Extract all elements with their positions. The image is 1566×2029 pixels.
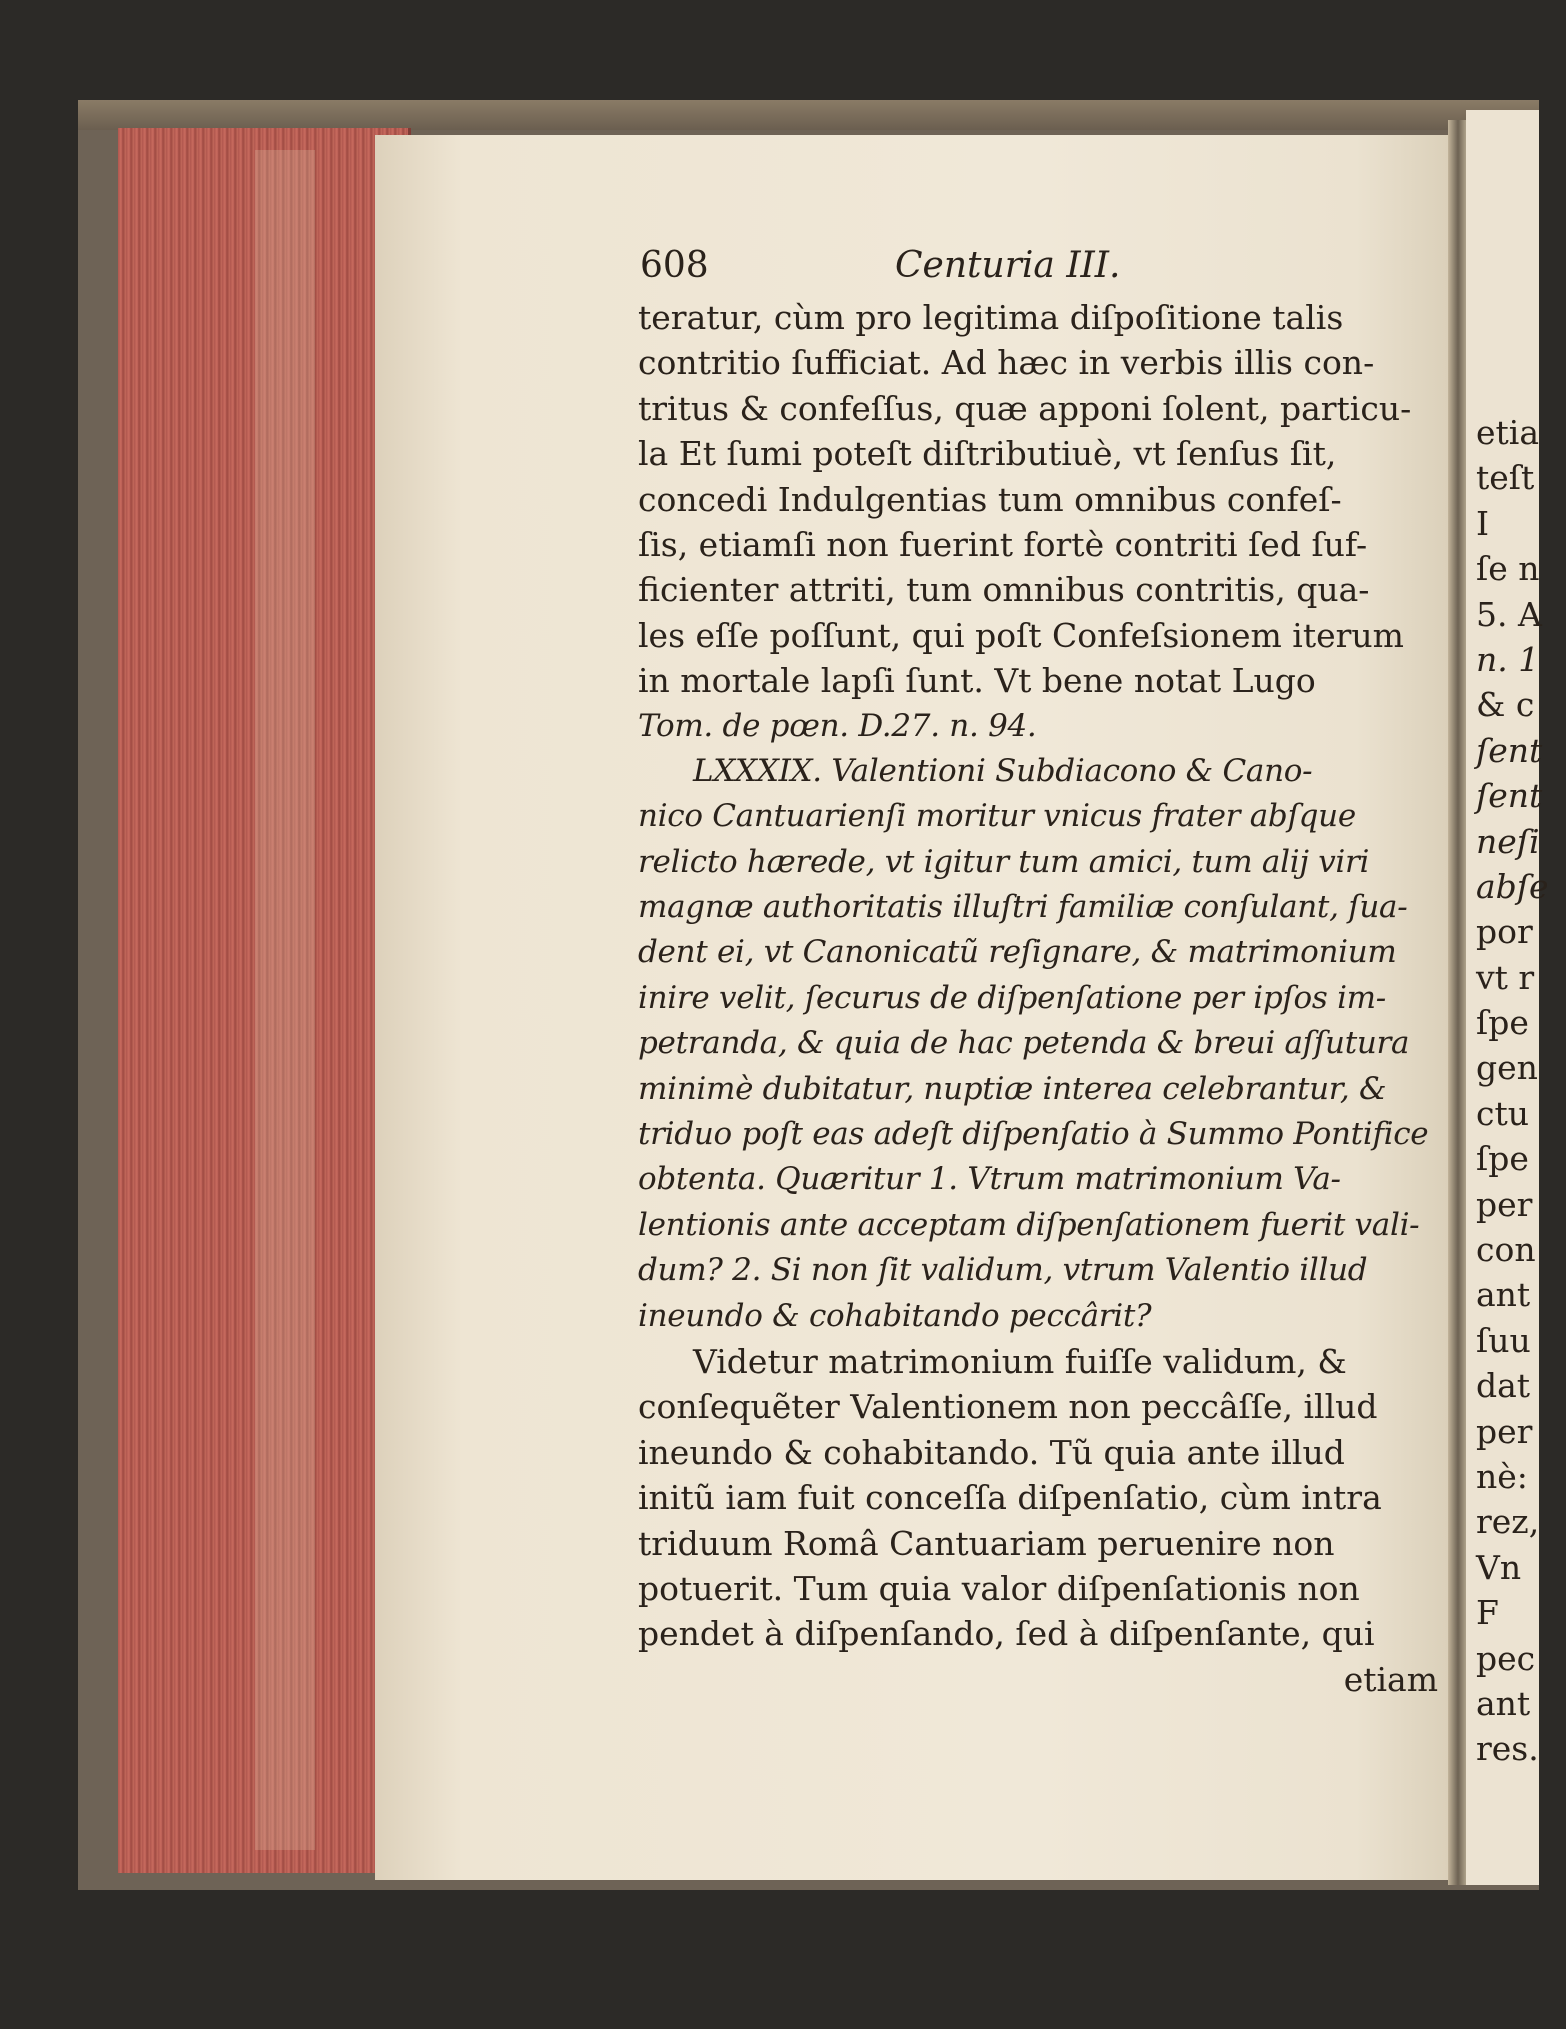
- text-line: in mortale lapſi ſunt. Vt bene notat Lugo: [638, 661, 1316, 701]
- page-header: [640, 245, 1440, 295]
- right-page-fragment: rez,: [1476, 1502, 1540, 1542]
- right-page-fragment: I: [1476, 503, 1490, 543]
- right-page-fragment: ſpe: [1476, 1139, 1529, 1179]
- text-line: initũ iam fuit conceſſa diſpenſatio, cùm intra: [638, 1478, 1382, 1518]
- text-line: Videtur matrimonium fuiſſe validum, &: [693, 1341, 1347, 1381]
- right-page-fragment: F: [1476, 1593, 1499, 1633]
- text-line: relicto hærede, vt igitur tum amici, tum alij viri: [638, 843, 1370, 880]
- right-page-fragment: ſent: [1476, 730, 1543, 770]
- right-page-fragment: per: [1476, 1411, 1533, 1451]
- text-line: LXXXIX. Valentioni Subdiacono & Cano-: [693, 752, 1313, 789]
- text-line: pendet à diſpenſando, ſed à diſpenſante, qui: [638, 1614, 1375, 1654]
- text-line: ficienter attriti, tum omnibus contritis, qua-: [638, 570, 1370, 610]
- right-page-fragment: con: [1476, 1230, 1536, 1270]
- right-page: [1466, 110, 1549, 1885]
- text-line: triduum Româ Cantuariam peruenire non: [638, 1523, 1335, 1563]
- right-page-fragment: gen: [1476, 1048, 1538, 1088]
- text-line: dent ei, vt Canonicatũ reſignare, & matrimonium: [638, 934, 1397, 971]
- text-line: lentionis ante acceptam diſpenſationem fuerit vali-: [638, 1206, 1420, 1243]
- catchword: etiam: [1343, 1659, 1438, 1699]
- text-line: potuerit. Tum quia valor diſpenſationis non: [638, 1568, 1360, 1608]
- right-page-fragment: res.: [1476, 1729, 1539, 1769]
- right-page-fragment: ſpe: [1476, 1003, 1529, 1043]
- running-title: Centuria III.: [895, 245, 1121, 286]
- text-line: concedi Indulgentias tum omnibus confeſ-: [638, 479, 1342, 519]
- text-line: ineundo & cohabitando peccârit?: [638, 1297, 1152, 1334]
- page-number: 608: [640, 245, 709, 286]
- right-page-fragment: ctu: [1476, 1093, 1529, 1133]
- right-page-fragment: & c: [1476, 685, 1535, 725]
- text-line: minimè dubitatur, nuptiæ interea celebrantur, &: [638, 1070, 1387, 1107]
- text-line: conſequẽter Valentionem non peccâſſe, illud: [638, 1387, 1378, 1427]
- right-page-text-fragments: [1476, 410, 1566, 1772]
- text-line: petranda, & quia de hac petenda & breui aſſutura: [638, 1025, 1410, 1062]
- right-page-fragment: n. 1: [1476, 639, 1540, 679]
- text-line: obtenta. Quæritur 1. Vtrum matrimonium Va-: [638, 1161, 1341, 1198]
- book-cover-top-edge: [78, 100, 1539, 130]
- right-page-fragment: nè:: [1476, 1456, 1528, 1496]
- right-page-fragment: ant: [1476, 1683, 1531, 1723]
- text-line: inire velit, ſecurus de diſpenſatione per ipſos im-: [638, 979, 1386, 1016]
- right-page-fragment: dat: [1476, 1366, 1531, 1406]
- text-line: triduo poſt eas adeſt diſpenſatio à Summo Pontifice: [638, 1116, 1429, 1153]
- right-page-fragment: abſe: [1476, 866, 1549, 906]
- right-page-fragment: ſe n: [1476, 549, 1540, 589]
- text-line: les eſſe poſſunt, qui poſt Confeſsionem iterum: [638, 615, 1404, 655]
- right-page-fragment: ſuu: [1476, 1320, 1531, 1360]
- text-line: tritus & confeſſus, quæ apponi ſolent, particu-: [638, 388, 1412, 428]
- left-page-body-text: [638, 295, 1438, 1702]
- right-page-fragment: etia: [1476, 413, 1540, 452]
- right-page-fragment: 5. A: [1476, 594, 1542, 634]
- right-page-fragment: ſent: [1476, 776, 1543, 816]
- right-page-fragment: teſt: [1476, 458, 1535, 498]
- text-line: ineundo & cohabitando. Tũ quia ante illud: [638, 1432, 1345, 1472]
- text-line: ſis, etiamſi non fuerint fortè contriti ſed ſuf-: [638, 524, 1368, 564]
- book-gutter: [1448, 120, 1468, 1885]
- text-line: nico Cantuarienſi moritur vnicus frater abſque: [638, 798, 1356, 835]
- text-line: Tom. de pœn. D.27. n. 94.: [638, 707, 1037, 744]
- right-page-fragment: ant: [1476, 1275, 1531, 1315]
- right-page-fragment: por: [1476, 912, 1533, 952]
- right-page-fragment: pec: [1476, 1638, 1536, 1678]
- text-line: dum? 2. Si non ſit validum, vtrum Valentio illud: [638, 1252, 1368, 1289]
- right-page-fragment: per: [1476, 1184, 1533, 1224]
- right-page-fragment: Vn: [1476, 1547, 1522, 1587]
- text-line: magnæ authoritatis illuſtri familiæ conſulant, ſua-: [638, 889, 1408, 926]
- text-line: teratur, cùm pro legitima diſpoſitione talis: [638, 298, 1344, 337]
- right-page-fragment: vt r: [1476, 957, 1535, 997]
- right-page-fragment: neſi: [1476, 821, 1540, 861]
- text-line: contritio ſufficiat. Ad hæc in verbis illis con-: [638, 343, 1375, 383]
- text-line: la Et ſumi poteſt diſtributiuè, vt ſenſus ſit,: [638, 434, 1337, 474]
- page-edge-highlight: [255, 150, 315, 1850]
